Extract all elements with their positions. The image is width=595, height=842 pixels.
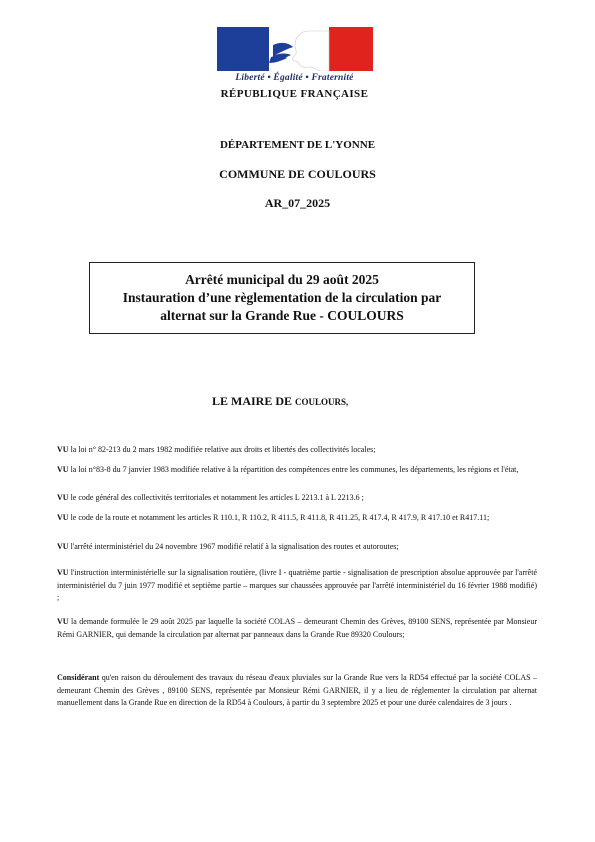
paragraph-text: la loi n°83-8 du 7 janvier 1983 modifiée relative à la répartition des compétences entre les communes, les départements, les régions et l'état, (68, 465, 519, 474)
paragraph-text: la demande formulée le 29 août 2025 par laquelle la société COLAS – demeurant Chemin des Grèves, 89100 SENS, représentée par Monsieur Rémi GARNIER, qui demande la circulation par alternat par panneaux dans la Grande Rue 89320 Coulours; (57, 617, 537, 639)
paragraph-lead: VU (57, 465, 69, 474)
mayor-prefix: LE MAIRE DE (212, 394, 296, 408)
commune-name: COMMUNE DE COULOURS (219, 167, 376, 181)
paragraph-lead: VU (57, 542, 69, 551)
decree-title-box (89, 262, 475, 334)
legal-basis-paragraph (57, 464, 537, 477)
paragraph-lead: VU (57, 493, 69, 502)
paragraph-lead: Considérant (57, 673, 100, 682)
paragraph-lead: VU (57, 445, 69, 454)
marianne-flag-logo (217, 27, 373, 71)
paragraph-text: l'arrêté interministériel du 24 novembre 1967 modifié relatif à la signalisation des routes et autoroutes; (68, 542, 399, 551)
marianne-profile-icon (251, 27, 347, 71)
mayor-town: COULOURS, (295, 397, 349, 407)
legal-basis-paragraph (57, 512, 537, 525)
decree-title-line-3: alternat sur la Grande Rue - COULOURS (160, 308, 404, 323)
paragraph-text: qu'en raison du déroulement des travaux du réseau d'eaux pluviales sur la Grande Rue vers la RD54 effectué par la société COLAS – demeurant Chemin des Grèves , 89100 SENS, représentée par Monsieur Rémi GARNIER, il y a lieu de réglementer la circulation par alternat manuellement dans la Grande Rue en direction de la RD54 à Coulours, à partir du 3 septembre 2025 et pour une durée calendaires de 3 jours . (57, 673, 537, 707)
paragraph-text: l'instruction interministérielle sur la signalisation routière, (livre I - quatrième partie - signalisation de prescription absolue approuvée par l'arrêté interministériel du 7 juin 1977 modifié et septième partie – marques sur chaussées approuvée par l'arrêté interministériel du 16 février 1988 modifié) ; (57, 568, 537, 602)
paragraph-lead: VU (57, 617, 69, 626)
legal-basis-paragraph (57, 567, 537, 605)
paragraph-lead: VU (57, 568, 69, 577)
considering-paragraph (57, 672, 537, 710)
paragraph-lead: VU (57, 513, 69, 522)
legal-basis-paragraph (57, 444, 537, 457)
decree-title-line-1: Arrêté municipal du 29 août 2025 (185, 272, 379, 287)
legal-basis-paragraph (57, 541, 537, 554)
request-paragraph (57, 616, 537, 641)
paragraph-text: la loi n° 82-213 du 2 mars 1982 modifiée relative aux droits et libertés des collectivités locales; (68, 445, 376, 454)
legal-basis-paragraph (57, 492, 537, 505)
decree-title-line-2: Instauration d’une règlementation de la circulation par (122, 290, 442, 305)
department-name: DÉPARTEMENT DE L'YONNE (219, 139, 376, 151)
republic-motto: Liberté • Égalité • Fraternité (235, 73, 354, 83)
paragraph-text: le code de la route et notamment les articles R 110.1, R 110.2, R 411.5, R 411.8, R 411.25, R 417.4, R 417.9, R 417.10 et R417.11; (68, 513, 490, 522)
decree-reference: AR_07_2025 (264, 196, 331, 210)
republic-name: RÉPUBLIQUE FRANÇAISE (220, 88, 369, 100)
mayor-heading (212, 394, 348, 409)
paragraph-text: le code général des collectivités territoriales et notamment les articles L 2213.1 à L 2213.6 ; (68, 493, 364, 502)
